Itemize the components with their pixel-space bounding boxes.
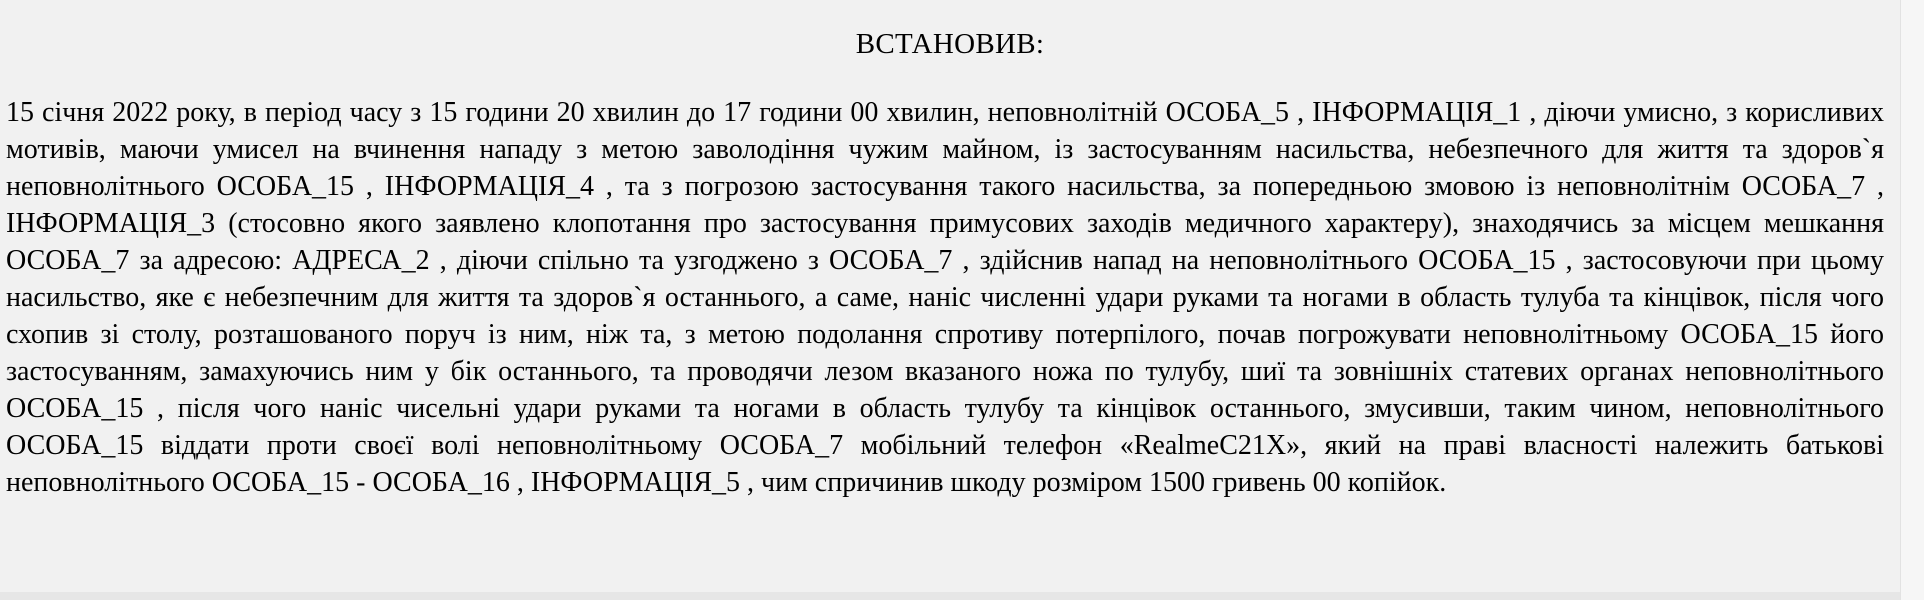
body-paragraph: 15 січня 2022 року, в період часу з 15 години 20 хвилин до 17 години 00 хвилин, неповнолітній ОСОБА_5 , ІНФОРМАЦІЯ_1 , діючи умисно, з корисливих мотивів, маючи умисел на вчинення нападу з метою заволодіння чужим майном, із застосуванням насильства, небезпечного для життя та здоров`я неповнолітнього ОСОБА_15 , ІНФОРМАЦІЯ_4 , та з погрозою застосування такого насильства, за попередньою змовою із неповнолітнім ОСОБА_7 , ІНФОРМАЦІЯ_3 (стосовно якого заявлено клопотання про застосування примусових заходів медичного характеру), знаходячись за місцем мешкання ОСОБА_7 за адресою: АДРЕСА_2 , діючи спільно та узгоджено з ОСОБА_7 , здійснив напад на неповнолітнього ОСОБА_15 , застосовуючи при цьому насильство, яке є небезпечним для життя та здоров`я останнього, а саме, наніс численні удари руками та ногами в область тулуба та кінцівок, після чого схопив зі столу, розташованого поруч із ним, ніж та, з метою подолання спротиву потерпілого, почав погрожувати неповнолітньому ОСОБА_15 його застосуванням, замахуючись ним у бік останнього, та проводячи лезом вказаного ножа по тулубу, шиї та зовнішніх статевих органах неповнолітнього ОСОБА_15 , після чого наніс чисельні удари руками та ногами в область тулубу та кінцівок останнього, змусивши, таким чином, неповнолітнього ОСОБА_15 віддати проти своєї волі неповнолітньому ОСОБА_7 мобільний телефон «RealmeC21X», який на праві власності належить батькові неповнолітнього ОСОБА_15 - ОСОБА_16 , ІНФОРМАЦІЯ_5 , чим спричинив шкоду розміром 1500 гривень 00 копійок. xyxy=(6,97,1884,498)
page-bottom-edge xyxy=(0,592,1900,600)
section-heading: ВСТАНОВИВ: xyxy=(855,28,1045,60)
scrollbar-gutter[interactable] xyxy=(1900,0,1924,600)
